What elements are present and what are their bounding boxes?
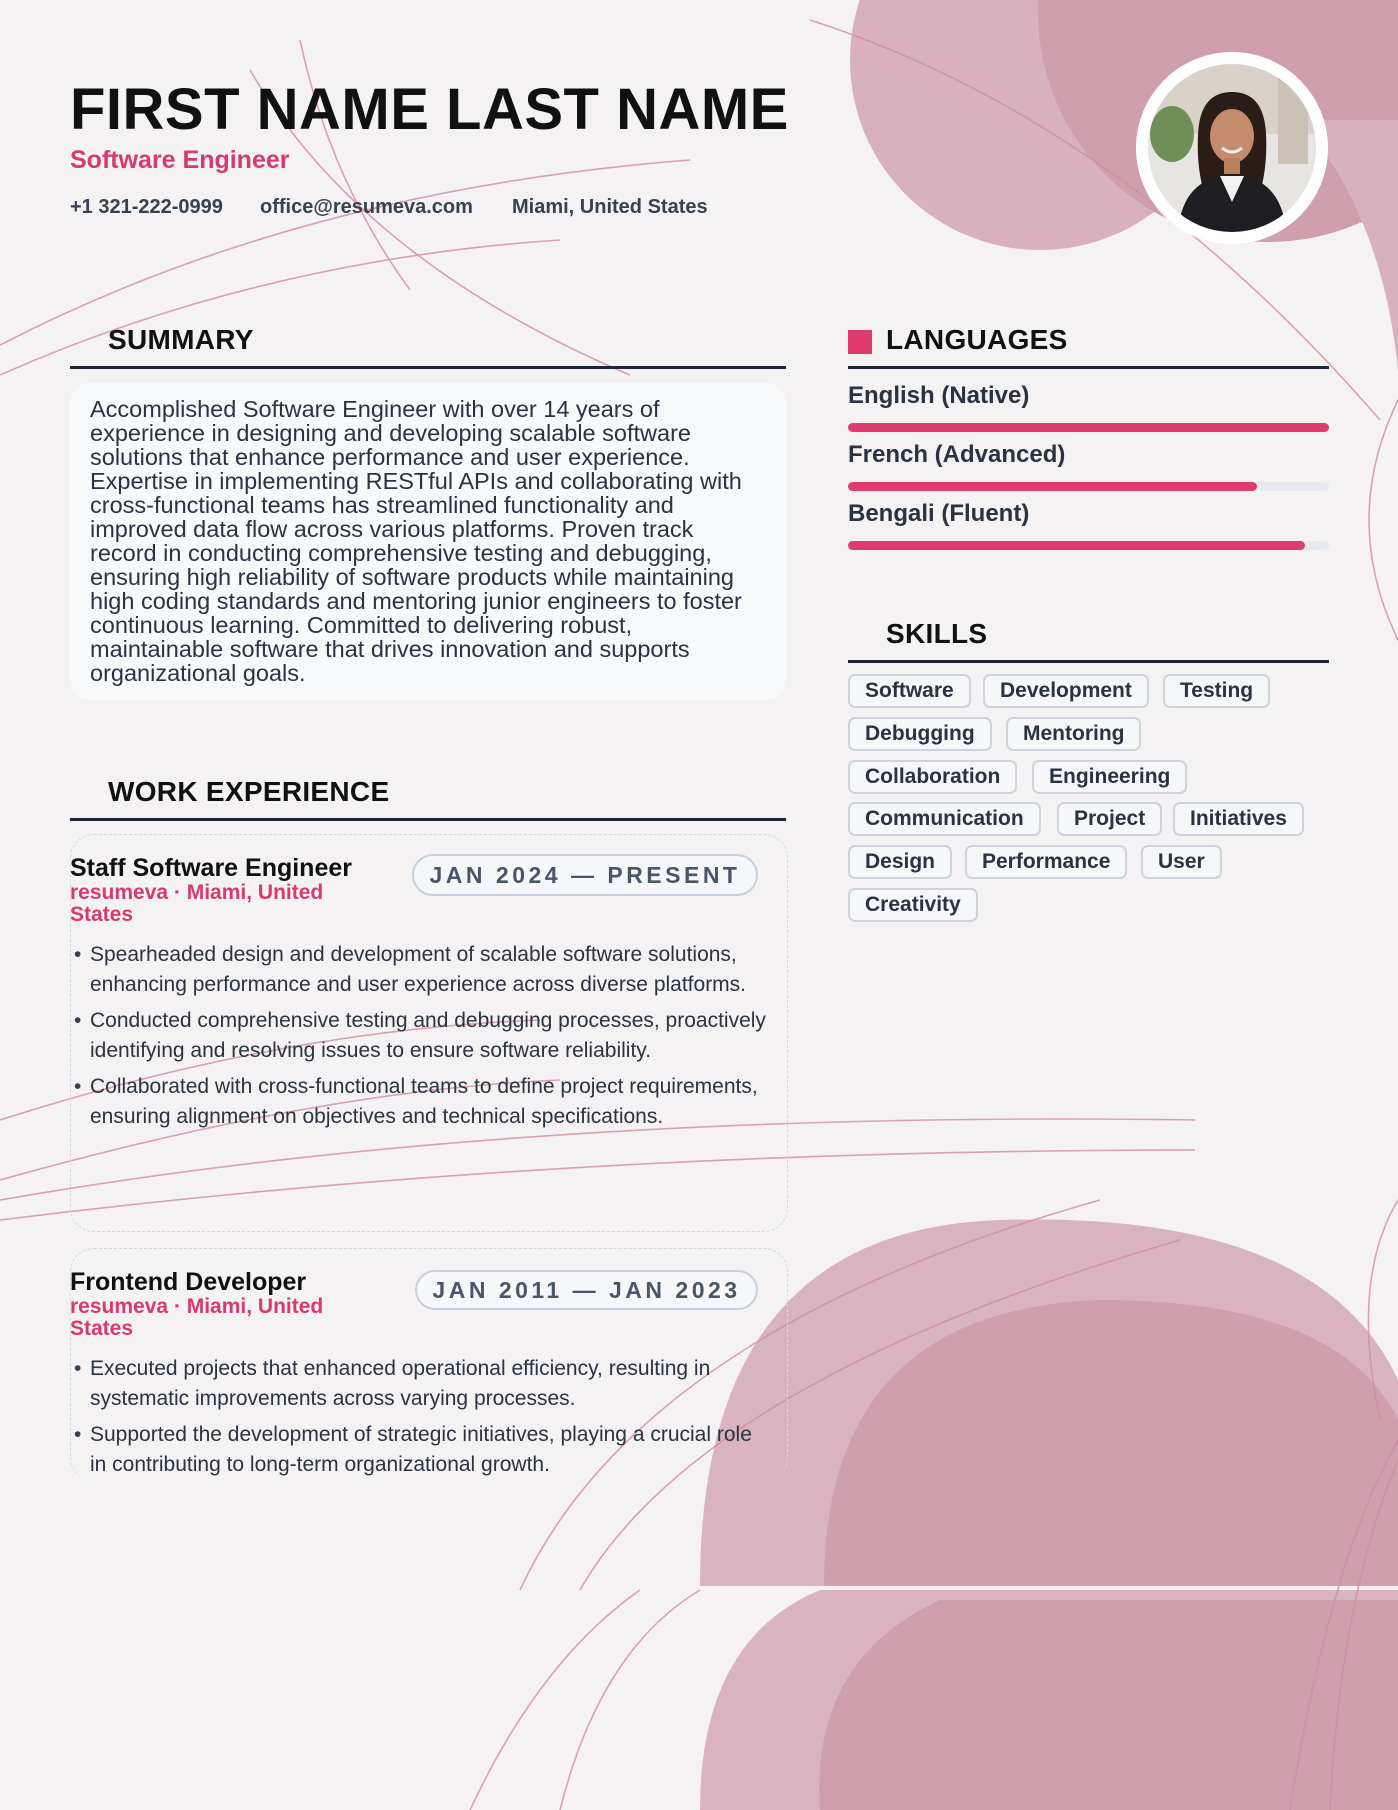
- list-item: • Supported the development of strategic initiatives, playing a crucial role in contributing to long-term organizational growth.: [90, 1420, 770, 1479]
- language-label: English (Native): [848, 382, 1030, 409]
- skill-chip: Design: [848, 845, 952, 879]
- list-item: • Collaborated with cross-functional teams to define project requirements, ensuring alignment on objectives and technical specifications.: [90, 1072, 770, 1131]
- skill-chip: Debugging: [848, 717, 992, 751]
- skill-chip: User: [1141, 845, 1222, 879]
- company-location: resumeva · Miami, United States: [70, 881, 324, 926]
- experience-heading: WORK EXPERIENCE: [108, 776, 390, 807]
- language-item: [848, 441, 1329, 469]
- skill-chip: Initiatives: [1173, 802, 1304, 836]
- date-range-badge: JAN 2011 — JAN 2023: [415, 1270, 758, 1310]
- languages-heading: LANGUAGES: [886, 324, 1068, 355]
- skill-chip: Project: [1057, 802, 1162, 836]
- job-bullets: [90, 1354, 770, 1486]
- date-range-badge: JAN 2024 — PRESENT: [412, 854, 758, 896]
- language-level-bar: [848, 423, 1329, 432]
- list-item: • Executed projects that enhanced operational efficiency, resulting in systematic improvements across varying processes.: [90, 1354, 770, 1413]
- skill-chip: Communication: [848, 802, 1041, 836]
- list-item: • Spearheaded design and development of scalable software solutions, enhancing performance and user experience across diverse platforms.: [90, 940, 770, 999]
- skill-chip: Development: [983, 674, 1149, 708]
- skill-chip: Mentoring: [1006, 717, 1141, 751]
- section-marker-icon: [848, 330, 872, 354]
- job-entry: [70, 1248, 786, 1482]
- full-name: FIRST NAME LAST NAME: [70, 77, 789, 142]
- job-title: Frontend Developer: [70, 1268, 307, 1296]
- skill-chip: Collaboration: [848, 760, 1017, 794]
- email[interactable]: office@resumeva.com: [260, 196, 473, 218]
- language-level-bar: [848, 541, 1305, 550]
- company-location: resumeva · Miami, United States: [70, 1295, 324, 1340]
- skill-chip: Software: [848, 674, 971, 708]
- skills-heading: SKILLS: [886, 618, 988, 649]
- phone[interactable]: +1 321-222-0999: [70, 196, 223, 218]
- languages-header: [848, 322, 1329, 369]
- job-title: Staff Software Engineer: [70, 854, 352, 882]
- language-label: Bengali (Fluent): [848, 500, 1030, 527]
- language-level-track: [848, 541, 1329, 550]
- language-level-track: [848, 423, 1329, 432]
- list-item: • Conducted comprehensive testing and debugging processes, proactively identifying and resolving issues to ensure software reliability.: [90, 1006, 770, 1065]
- job-title: Software Engineer: [70, 146, 290, 174]
- profile-photo: [1136, 52, 1328, 244]
- skill-chip: Performance: [965, 845, 1127, 879]
- skill-chip: Testing: [1163, 674, 1270, 708]
- language-level-bar: [848, 482, 1257, 491]
- job-bullets: [90, 940, 770, 1138]
- language-item: [848, 382, 1329, 410]
- location: Miami, United States: [512, 196, 708, 218]
- language-item: [848, 500, 1329, 528]
- summary-heading: SUMMARY: [108, 324, 254, 355]
- summary-text: Accomplished Software Engineer with over 14 years of experience in designing and developing scalable software solutions that enhance performance and user experience. Expertise in implementing RESTful APIs and collaborating with cross-functional teams has streamlined functionality and improved data flow across various platforms. Proven track record in conducting comprehensive testing and debugging, ensuring high reliability of software products while maintaining high coding standards and mentoring junior engineers to foster continuous learning. Committed to delivering robust, maintainable software that drives innovation and supports organizational goals.: [70, 383, 786, 700]
- job-entry: [70, 834, 786, 1232]
- experience-header: [70, 774, 786, 821]
- language-label: French (Advanced): [848, 441, 1066, 468]
- avatar-icon: [1148, 64, 1316, 232]
- skill-chip: Creativity: [848, 888, 978, 922]
- skills-header: [848, 616, 1329, 663]
- skill-chip: Engineering: [1032, 760, 1187, 794]
- language-level-track: [848, 482, 1329, 491]
- summary-header: [70, 322, 786, 369]
